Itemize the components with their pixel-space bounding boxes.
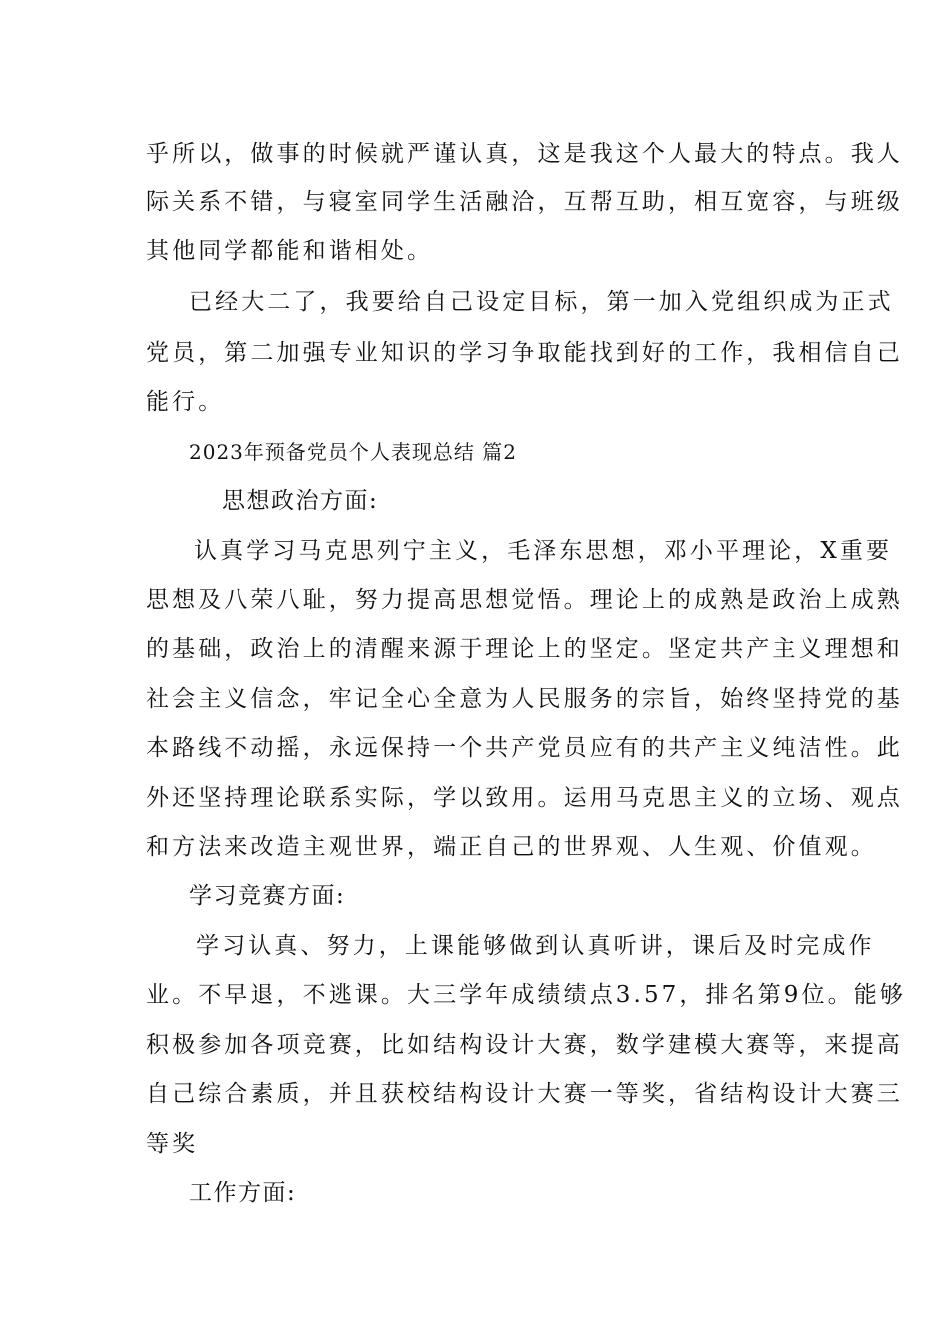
- paragraph-line: 外还坚持理论联系实际，学以致用。运用马克思主义的立场、观点: [146, 785, 903, 811]
- paragraph-line: 已经大二了，我要给自己设定目标，第一加入党组织成为正式: [189, 289, 894, 315]
- paragraph-line: 自己综合素质，并且获校结构设计大赛一等奖，省结构设计大赛三: [146, 1081, 903, 1107]
- subsection-heading: 学习竞赛方面:: [189, 883, 346, 909]
- subsection-heading: 思想政治方面:: [222, 488, 379, 514]
- paragraph-line: 党员，第二加强专业知识的学习争取能找到好的工作，我相信自己: [146, 340, 903, 366]
- paragraph-line: 学习认真、努力，上课能够做到认真听讲，课后及时完成作: [196, 933, 875, 959]
- paragraph-line: 际关系不错，与寝室同学生活融洽，互帮互助，相互宽容，与班级: [146, 189, 903, 215]
- section-heading: 2023年预备党员个人表现总结 篇2: [189, 440, 517, 464]
- paragraph-line: 本路线不动摇，永远保持一个共产党员应有的共产主义纯洁性。此: [146, 735, 903, 761]
- subsection-heading: 工作方面:: [189, 1180, 297, 1206]
- paragraph-line: 的基础，政治上的清醒来源于理论上的坚定。坚定共产主义理想和: [146, 636, 903, 662]
- paragraph-line: 能行。: [146, 389, 225, 415]
- paragraph-line: 思想及八荣八耻，努力提高思想觉悟。理论上的成熟是政治上成熟: [146, 587, 903, 613]
- paragraph-line: 业。不早退，不逃课。大三学年成绩绩点3.57，排名第9位。能够: [146, 982, 906, 1008]
- paragraph-line: 社会主义信念，牢记全心全意为人民服务的宗旨，始终坚持党的基: [146, 686, 903, 712]
- paragraph-line: 其他同学都能和谐相处。: [146, 238, 434, 264]
- paragraph-line: 等奖: [146, 1131, 199, 1157]
- paragraph-line: 积极参加各项竞赛，比如结构设计大赛，数学建模大赛等，来提高: [146, 1032, 903, 1058]
- paragraph-line: 乎所以，做事的时候就严谨认真，这是我这个人最大的特点。我人: [146, 141, 903, 167]
- paragraph-line: 和方法来改造主观世界，端正自己的世界观、人生观、价值观。: [146, 834, 877, 860]
- paragraph-line: 认真学习马克思列宁主义，毛泽东思想，邓小平理论，X重要: [194, 538, 893, 564]
